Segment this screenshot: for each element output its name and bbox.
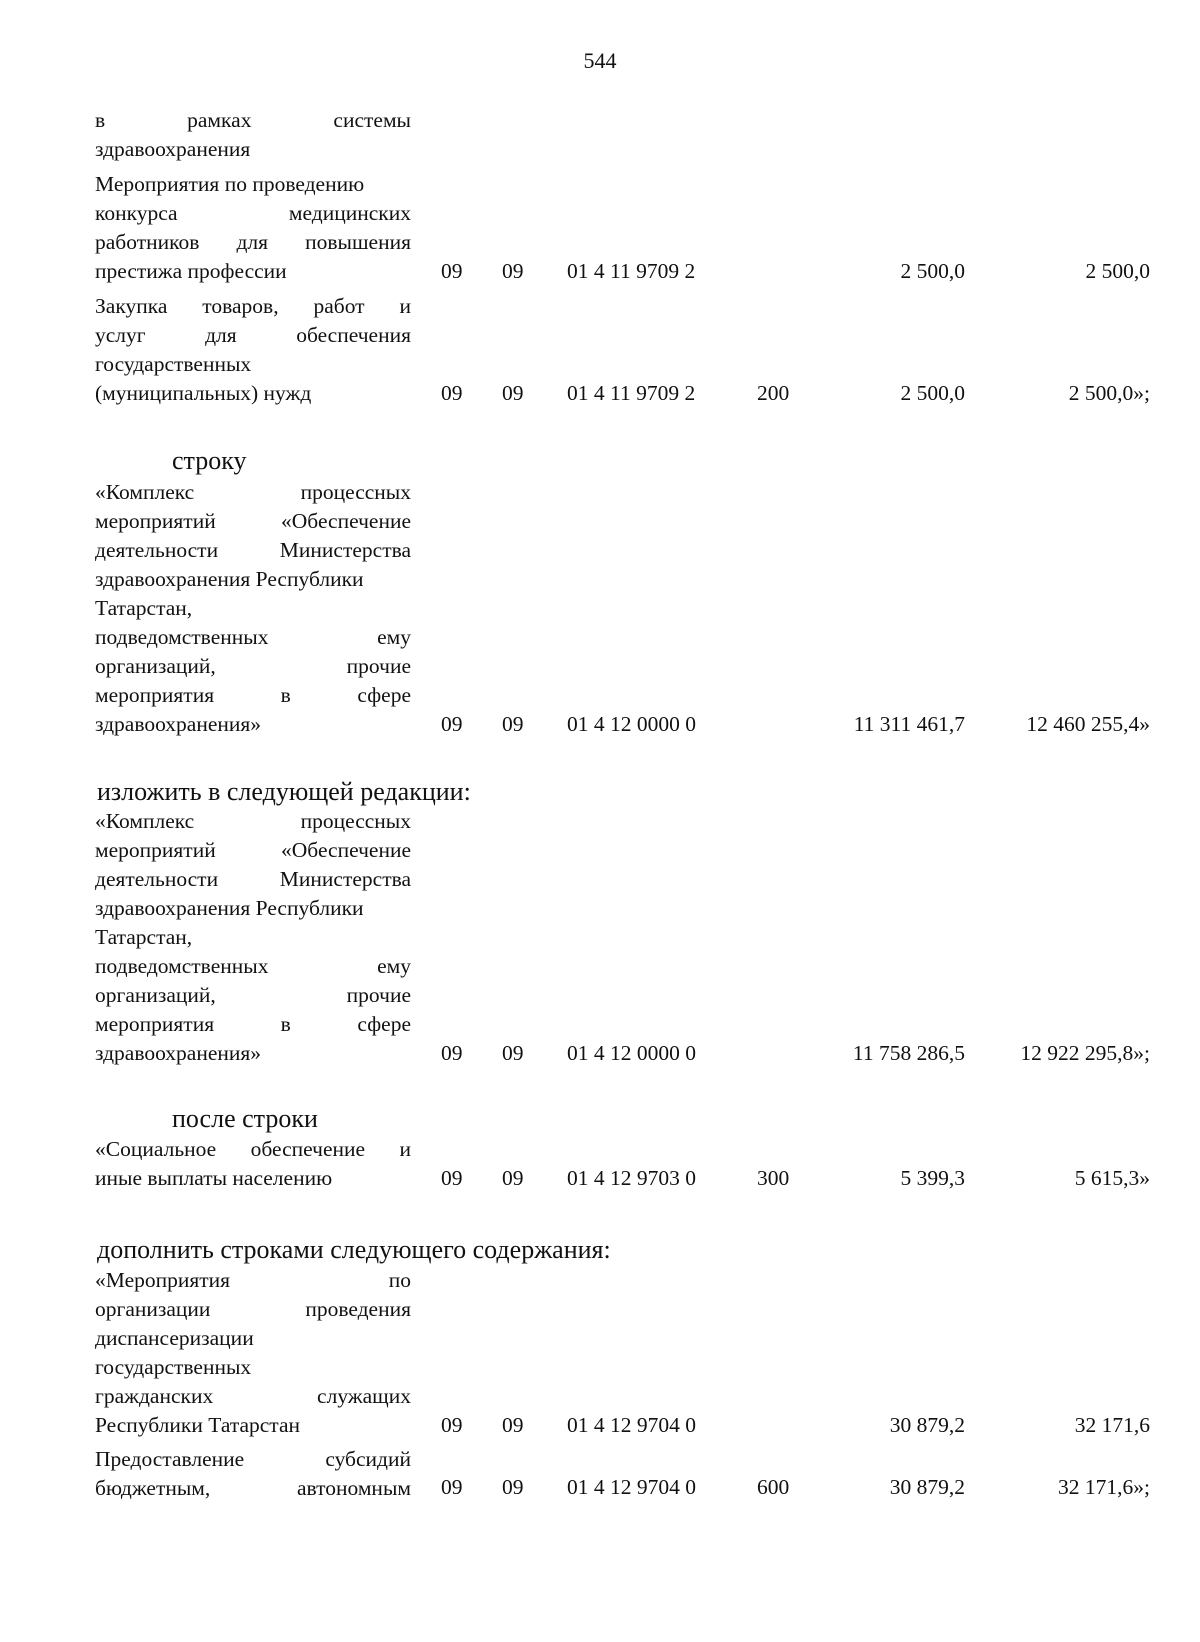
rz-cell: 09 xyxy=(441,1166,463,1190)
name-line: мероприятия в сфере xyxy=(95,1012,411,1036)
name-line: гражданских служащих xyxy=(95,1384,411,1408)
sum-2023-cell: 30 879,2 xyxy=(889,1475,965,1499)
name-line: услуг для обеспечения xyxy=(95,323,411,347)
name-line: «Мероприятия по xyxy=(95,1268,411,1292)
name-line: в рамках системы xyxy=(95,108,411,132)
sum-2023-cell: 30 879,2 xyxy=(889,1413,965,1437)
pr-cell: 09 xyxy=(502,1413,524,1437)
name-line: организаций, прочие xyxy=(95,983,411,1007)
name-line: Мероприятия по проведению xyxy=(95,172,365,196)
sum-2024-cell: 2 500,0»; xyxy=(1068,381,1150,405)
sum-2024-cell: 32 171,6»; xyxy=(1058,1475,1150,1499)
instruction-heading: после строки xyxy=(172,1104,318,1133)
vr-cell: 200 xyxy=(757,381,790,405)
pr-cell: 09 xyxy=(502,381,524,405)
vr-cell: 600 xyxy=(757,1475,790,1499)
csr-cell: 01 4 12 9704 0 xyxy=(567,1413,696,1437)
sum-2024-cell: 12 460 255,4» xyxy=(1026,712,1150,736)
instruction-heading: дополнить строками следующего содержания: xyxy=(97,1235,611,1264)
name-line: здравоохранения» xyxy=(95,712,262,736)
csr-cell: 01 4 12 9703 0 xyxy=(567,1166,696,1190)
rz-cell: 09 xyxy=(441,381,463,405)
pr-cell: 09 xyxy=(502,712,524,736)
name-line: мероприятий «Обеспечение xyxy=(95,509,411,533)
csr-cell: 01 4 11 9709 2 xyxy=(567,259,696,283)
name-line: здравоохранения Республики xyxy=(95,896,364,920)
row-name xyxy=(95,292,411,408)
sum-2024-cell: 5 615,3» xyxy=(1074,1166,1150,1190)
name-line: здравоохранения» xyxy=(95,1041,262,1065)
csr-cell: 01 4 12 9704 0 xyxy=(567,1475,696,1499)
name-line: Татарстан, xyxy=(95,596,193,620)
pr-cell: 09 xyxy=(502,1041,524,1065)
name-line: «Комплекс процессных xyxy=(95,480,411,504)
rz-cell: 09 xyxy=(441,1413,463,1437)
name-line: Закупка товаров, работ и xyxy=(95,294,411,318)
pr-cell: 09 xyxy=(502,1166,524,1190)
sum-2023-cell: 11 758 286,5 xyxy=(852,1041,965,1065)
name-line: подведомственных ему xyxy=(95,625,411,649)
pr-cell: 09 xyxy=(502,259,524,283)
instruction-heading: строку xyxy=(172,446,247,475)
instruction-heading: изложить в следующей редакции: xyxy=(97,777,471,806)
sum-2024-cell: 32 171,6 xyxy=(1074,1413,1150,1437)
row-name xyxy=(95,170,411,286)
name-line: иные выплаты населению xyxy=(95,1166,333,1190)
name-line: Предоставление субсидий xyxy=(95,1447,411,1471)
page-number: 544 xyxy=(583,48,617,73)
rz-cell: 09 xyxy=(441,259,463,283)
row-name xyxy=(95,478,411,739)
sum-2023-cell: 11 311 461,7 xyxy=(853,712,965,736)
row-name xyxy=(95,1445,411,1503)
sum-2023-cell: 2 500,0 xyxy=(900,259,965,283)
name-line: здравоохранения Республики xyxy=(95,567,364,591)
name-line: работников для повышения xyxy=(95,230,411,254)
name-line: мероприятия в сфере xyxy=(95,683,411,707)
csr-cell: 01 4 12 0000 0 xyxy=(567,1041,696,1065)
name-line: здравоохранения xyxy=(95,137,251,161)
rz-cell: 09 xyxy=(441,712,463,736)
sum-2023-cell: 5 399,3 xyxy=(900,1166,965,1190)
name-line: (муниципальных) нужд xyxy=(95,381,312,405)
name-line: «Социальное обеспечение и xyxy=(95,1137,411,1161)
row-name xyxy=(95,1266,411,1440)
row-name xyxy=(95,106,411,164)
name-line: диспансеризации xyxy=(95,1326,254,1350)
name-line: бюджетным, автономным xyxy=(95,1476,411,1500)
name-line: государственных xyxy=(95,352,252,376)
name-line: организаций, прочие xyxy=(95,654,411,678)
rz-cell: 09 xyxy=(441,1041,463,1065)
row-name xyxy=(95,1135,411,1193)
name-line: государственных xyxy=(95,1355,252,1379)
name-line: организации проведения xyxy=(95,1297,411,1321)
pr-cell: 09 xyxy=(502,1475,524,1499)
csr-cell: 01 4 12 0000 0 xyxy=(567,712,696,736)
name-line: мероприятий «Обеспечение xyxy=(95,838,411,862)
name-line: «Комплекс процессных xyxy=(95,809,411,833)
name-line: престижа профессии xyxy=(95,259,287,283)
csr-cell: 01 4 11 9709 2 xyxy=(567,381,696,405)
name-line: подведомственных ему xyxy=(95,954,411,978)
name-line: деятельности Министерства xyxy=(95,538,411,562)
sum-2023-cell: 2 500,0 xyxy=(900,381,965,405)
sum-2024-cell: 12 922 295,8»; xyxy=(1020,1041,1150,1065)
row-name xyxy=(95,807,411,1068)
name-line: деятельности Министерства xyxy=(95,867,411,891)
rz-cell: 09 xyxy=(441,1475,463,1499)
name-line: Республики Татарстан xyxy=(95,1413,301,1437)
vr-cell: 300 xyxy=(757,1166,790,1190)
name-line: Татарстан, xyxy=(95,925,193,949)
sum-2024-cell: 2 500,0 xyxy=(1085,259,1150,283)
name-line: конкурса медицинских xyxy=(95,201,411,225)
